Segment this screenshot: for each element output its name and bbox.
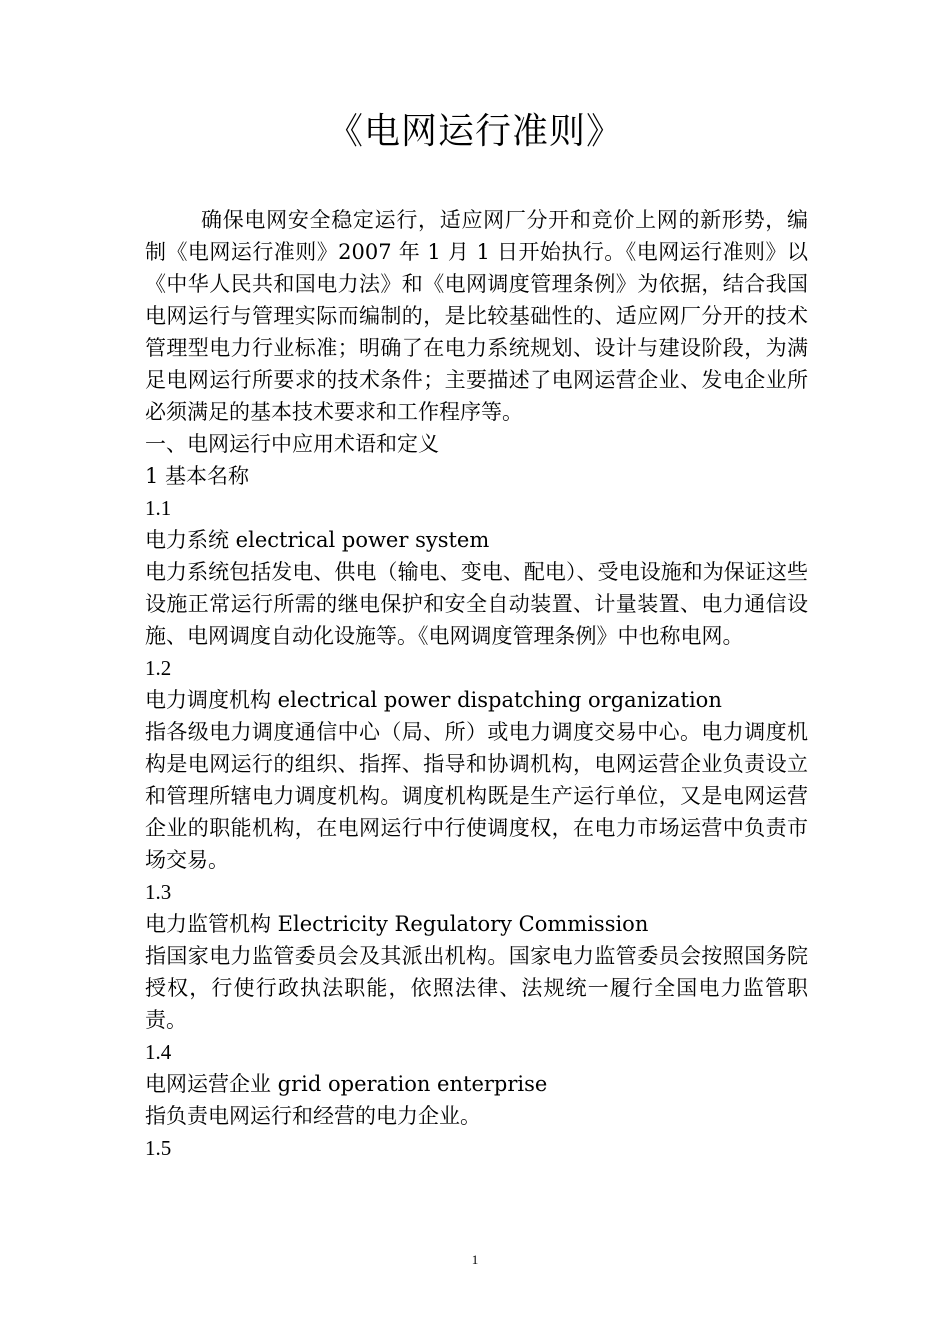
intro-paragraph: 确保电网安全稳定运行，适应网厂分开和竞价上网的新形势，编制《电网运行准则》2007 年 1 月 1 日开始执行。《电网运行准则》以《中华人民共和国电力法》和《电网调度管理条例》为依据，结合我国电网运行与管理实际而编制的，是比较基础性的、适应网厂分开的技术管理型电力行业标准；明确了在电力系统规划、设计与建设阶段，为满足电网运行所要求的技术条件；主要描述了电网运营企业、发电企业所必须满足的基本技术要求和工作程序等。 [145, 208, 808, 424]
term-title: 电力监管机构 Electricity Regulatory Commission [145, 912, 649, 936]
term-number: 1.4 [145, 1040, 172, 1064]
term-title: 电力调度机构 electrical power dispatching organization [145, 688, 722, 712]
page-number: 1 [471, 1252, 479, 1267]
term-number: 1.1 [145, 496, 172, 520]
document-title: 《电网运行准则》 [326, 111, 623, 152]
term-definition: 指负责电网运行和经营的电力企业。 [145, 1104, 481, 1128]
term-number: 1.5 [145, 1136, 172, 1160]
term-number: 1.3 [145, 880, 172, 904]
term-title: 电网运营企业 grid operation enterprise [145, 1072, 548, 1096]
term-definition: 指国家电力监管委员会及其派出机构。国家电力监管委员会按照国务院授权，行使行政执法职能，依照法律、法规统一履行全国电力监管职责。 [145, 944, 808, 1032]
term-title: 电力系统 electrical power system [145, 528, 490, 552]
term-definition: 指各级电力调度通信中心（局、所）或电力调度交易中心。电力调度机构是电网运行的组织、指挥、指导和协调机构，电网运营企业负责设立和管理所辖电力调度机构。调度机构既是生产运行单位，又是电网运营企业的职能机构，在电网运行中行使调度权，在电力市场运营中负责市场交易。 [145, 720, 808, 872]
document-body [145, 204, 808, 1164]
term-definition: 电力系统包括发电、供电（输电、变电、配电）、受电设施和为保证这些设施正常运行所需的继电保护和安全自动装置、计量装置、电力通信设施、电网调度自动化设施等。《电网调度管理条例》中也称电网。 [145, 560, 808, 648]
subsection-heading: 1 基本名称 [145, 464, 250, 488]
section-heading: 一、电网运行中应用术语和定义 [145, 432, 439, 456]
term-number: 1.2 [145, 656, 172, 680]
